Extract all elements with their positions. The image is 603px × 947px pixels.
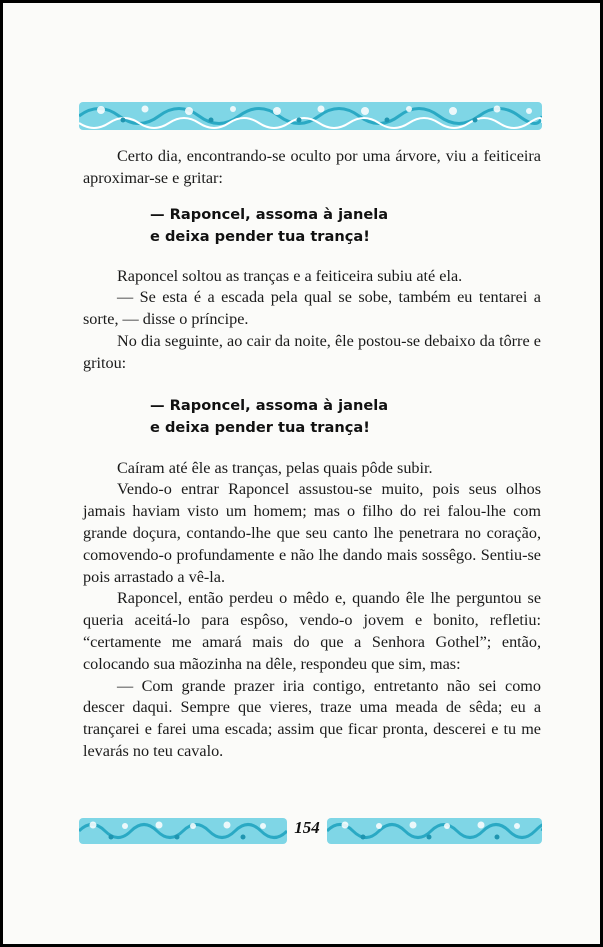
floral-scroll-icon (79, 99, 542, 133)
paragraph-6: Vendo-o entrar Raponcel assustou-se muito, pois seus olhos jamais haviam visto um homem; mas o filho do rei falou-lhe com grande doçura, contando-lhe que seu canto lhe penetrara no coração, comovendo-o profundamente e não lhe dando mais sossêgo. Sentiu-se pois arrastado a vê-la. (83, 480, 541, 586)
verse-1-line-2: e deixa pender tua trança! (150, 227, 370, 245)
paragraph-8: — Com grande prazer iria contigo, entretanto não sei como descer daqui. Sempre que vieres, traze uma meada de sêda; eu a trançarei e farei uma escada; assim que ficar pronta, descerei e tu me levarás no teu cavalo. (83, 676, 541, 760)
paragraph-5: Caíram até êle as tranças, pelas quais pôde subir. (117, 458, 433, 477)
paragraph-1: Certo dia, encontrando-se oculto por uma árvore, viu a feiticeira aproximar-se e gritar: (83, 147, 541, 187)
floral-scroll-icon (327, 815, 542, 847)
floral-scroll-icon (79, 815, 287, 847)
verse-2-line-2: e deixa pender tua trança! (150, 418, 370, 436)
page-text (83, 146, 541, 763)
page-number: 154 (294, 818, 320, 837)
verse-1-line-1: — Raponcel, assoma à janela (150, 205, 389, 223)
verse-2-line-1: — Raponcel, assoma à janela (150, 396, 389, 414)
paragraph-3: — Se esta é a escada pela qual se sobe, também eu tentarei a sorte, — disse o príncipe. (83, 288, 541, 329)
top-ornament-border (79, 99, 542, 133)
paragraph-2: Raponcel soltou as tranças e a feiticeira subiu até ela. (117, 266, 463, 285)
paragraph-7: Raponcel, então perdeu o mêdo e, quando êle lhe perguntou se queria aceitá-lo para espôso, vendo-o jovem e bonito, refletiu: “certamente me amará mais do que a Senhora Gothel”; então, colocando sua mãozinha na dêle, respondeu que sim, mas: (83, 589, 541, 673)
paragraph-4: No dia seguinte, ao cair da noite, êle postou-se debaixo da tôrre e gritou: (83, 331, 541, 372)
bottom-ornament-right (327, 815, 542, 847)
bottom-ornament-left (79, 815, 287, 847)
